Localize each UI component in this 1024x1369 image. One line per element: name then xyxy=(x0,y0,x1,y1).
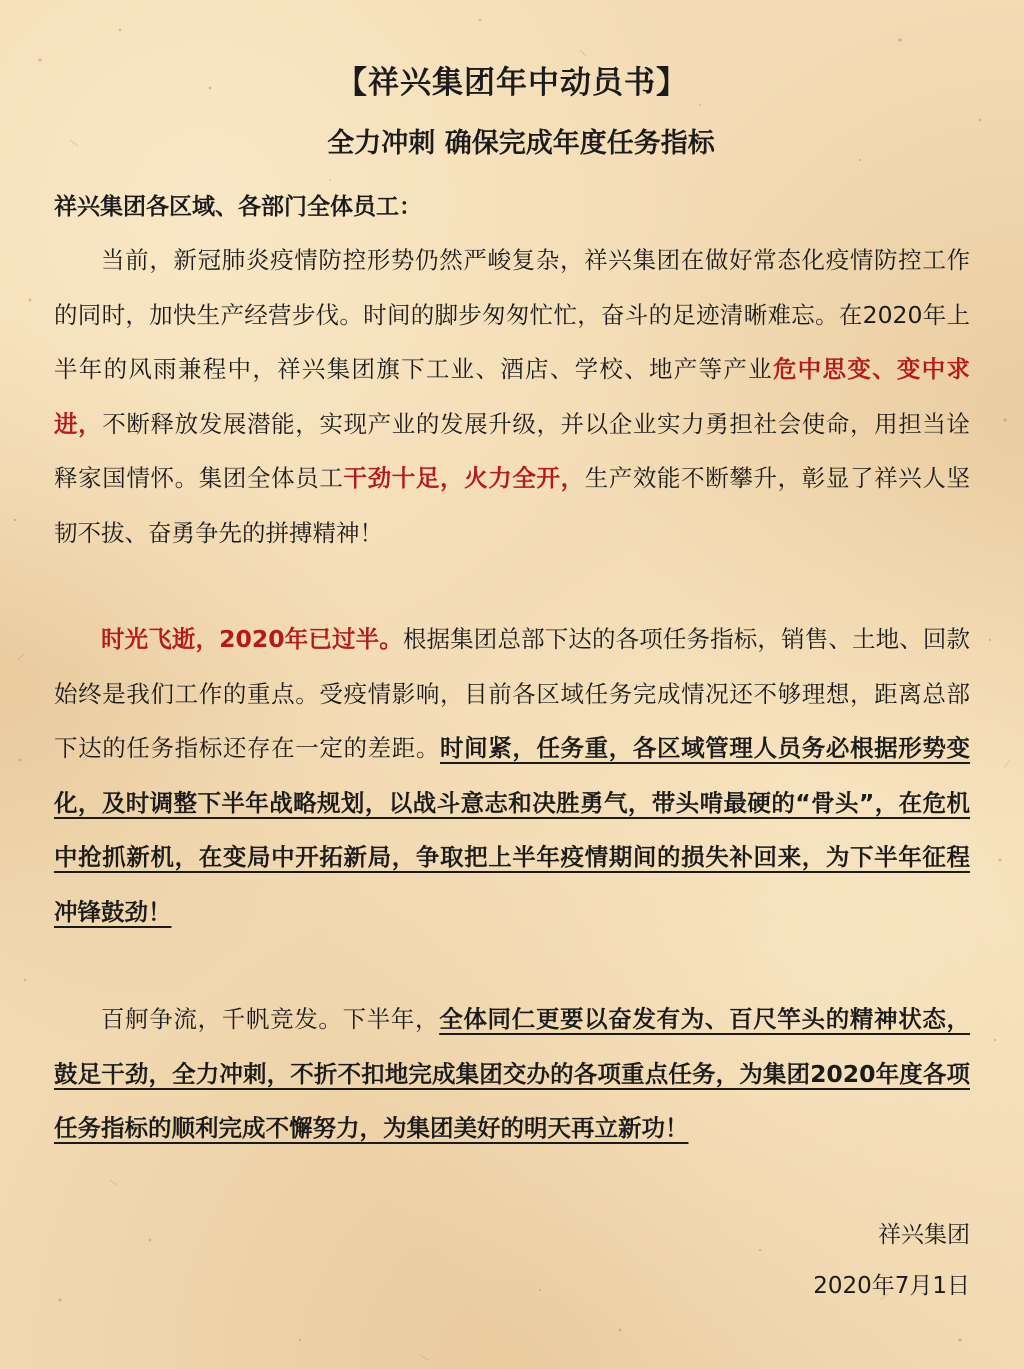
signature: 祥兴集团 xyxy=(878,1222,970,1248)
paragraph-1-highlight-a: 危中思变、变中求进， xyxy=(54,355,971,438)
paragraph-1 xyxy=(54,233,970,560)
paragraph-2-text: 根据集团总部下达的各项任务指标，销售、土地、回款始终是我们工作的重点。受疫情影响，目前各区域任务完成情况还不够理想，距离总部下达的任务指标还存在一定的差距。 xyxy=(54,625,971,762)
paragraph-1-text-a: 当前，新冠肺炎疫情防控形势仍然严峻复杂，祥兴集团在做好常态化疫情防控工作的同时，加快生产经营步伐。时间的脚步匆匆忙忙，奋斗的足迹清晰难忘。在2020年上半年的风雨兼程中，祥兴集团旗下工业、酒店、学校、地产等产业 xyxy=(54,246,970,383)
paragraph-2 xyxy=(54,612,970,939)
salutation: 祥兴集团各区域、各部门全体员工： xyxy=(54,194,422,220)
letter-date: 2020年7月1日 xyxy=(813,1273,970,1299)
paragraph-3 xyxy=(54,992,970,1156)
paragraph-2-emphasis: 时间紧，任务重，各区域管理人员务必根据形势变化，及时调整下半年战略规划，以战斗意志和决胜勇气，带头啃最硬的“骨头”，在危机中抢抓新机，在变局中开拓新局，争取把上半年疫情期间的损失补回来，为下半年征程冲锋鼓劲！ xyxy=(54,734,971,926)
paragraph-2-highlight: 时光飞逝，2020年已过半。 xyxy=(101,625,403,653)
paragraph-1-highlight-b: 干劲十足，火力全开， xyxy=(343,464,585,492)
letter-title: 【祥兴集团年中动员书】 xyxy=(336,65,688,101)
letter-subtitle: 全力冲刺 确保完成年度任务指标 xyxy=(327,128,715,159)
paragraph-1-text-c: 生产效能不断攀升，彰显了祥兴人坚韧不拔、奋勇争先的拼搏精神！ xyxy=(54,464,971,547)
paragraph-3-text: 百舸争流，千帆竞发。下半年， xyxy=(101,1005,440,1033)
paragraph-1-text-b: 不断释放发展潜能，实现产业的发展升级，并以企业实力勇担社会使命，用担当诠释家国情怀。集团全体员工 xyxy=(54,409,971,492)
paragraph-3-emphasis: 全体同仁更要以奋发有为、百尺竿头的精神状态，鼓足干劲，全力冲刺，不折不扣地完成集团交办的各项重点任务，为集团2020年度各项任务指标的顺利完成不懈努力，为集团美好的明天再立新功！ xyxy=(54,1005,971,1142)
